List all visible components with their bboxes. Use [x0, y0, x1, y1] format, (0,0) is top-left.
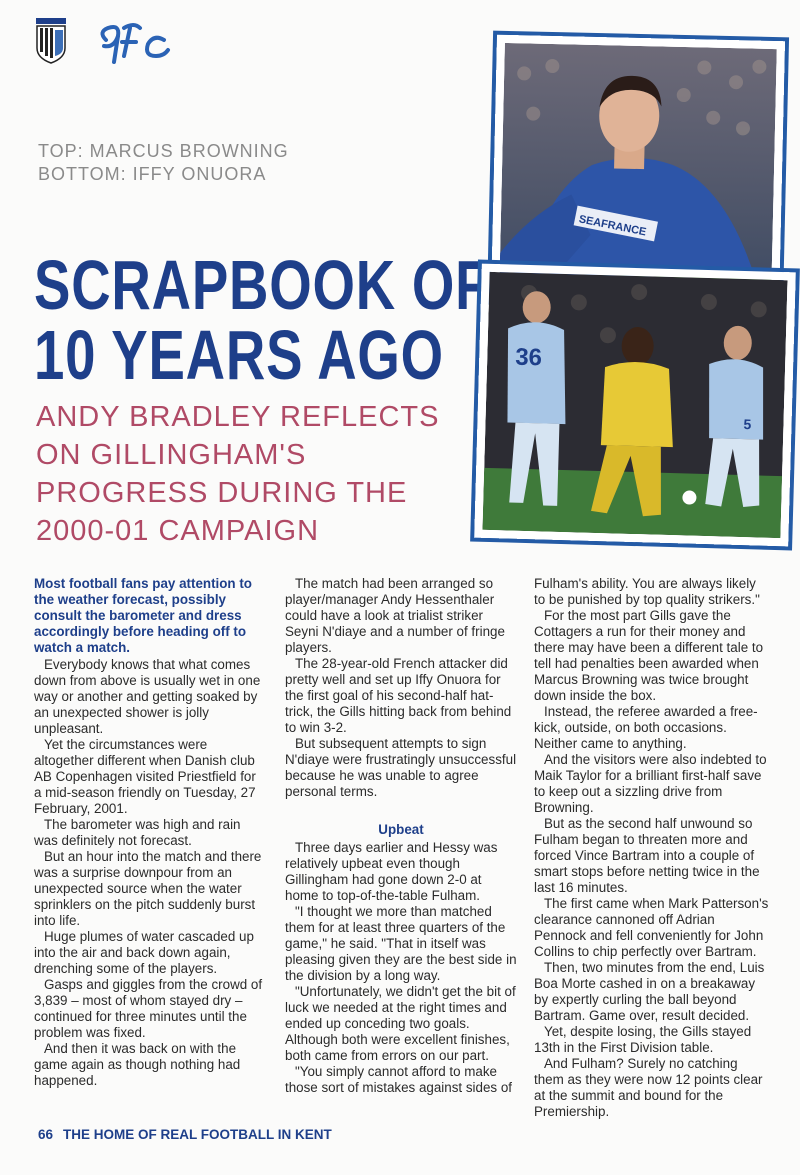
- headline-line-1: SCRAPBOOK OF: [34, 246, 490, 324]
- paragraph: Yet the circumstances were altogether different when Danish club AB Copenhagen visited Priestfield for a mid-season friendly on Tuesday, 27 February, 2001.: [34, 737, 256, 816]
- paragraph: The first came when Mark Patterson's clearance cannoned off Adrian Pennock and fell conveniently for John Collins to chip perfectly over Bartram.: [534, 896, 769, 959]
- paragraph: And the visitors were also indebted to Maik Taylor for a brilliant first-half save to keep out a sizzling drive from Browning.: [534, 752, 767, 815]
- shirt-number-36: 36: [514, 343, 543, 372]
- article-headline: [34, 246, 490, 394]
- article-column-1: [34, 576, 264, 1089]
- paragraph-continued: Fulham's ability. You are always likely to be punished by top quality strikers.": [534, 576, 760, 607]
- article-column-3: [534, 576, 770, 1120]
- paragraph: And Fulham? Surely no catching them as they were now 12 points clear at the summit and bound for the Premiership.: [534, 1056, 763, 1119]
- caption-bottom: BOTTOM: IFFY ONUORA: [38, 164, 267, 184]
- subheading-upbeat: Upbeat: [378, 822, 424, 837]
- paragraph: And then it was back on with the game again as though nothing had happened.: [34, 1041, 241, 1088]
- gfc-monogram-logo: [94, 22, 174, 66]
- paragraph: "You simply cannot afford to make those sort of mistakes against sides of: [285, 1064, 513, 1095]
- paragraph: Gasps and giggles from the crowd of 3,839 – most of whom stayed dry – continued for three minutes until the problem was fixed.: [34, 977, 263, 1040]
- paragraph: Then, two minutes from the end, Luis Boa Morte cashed in on a breakaway by expertly curling the ball beyond Bartram. Game over, result decided.: [534, 960, 765, 1023]
- paragraph: But subsequent attempts to sign N'diaye were frustratingly unsuccessful because he was unable to agree personal terms.: [285, 736, 517, 799]
- headline-line-2: 10 YEARS AGO: [34, 316, 444, 394]
- page-number: 66: [38, 1127, 54, 1142]
- sponsor-text: SEAFRANCE: [577, 213, 648, 239]
- paragraph: The 28-year-old French attacker did pretty well and set up Iffy Onuora for the first goal of his second-half hat-trick, the Gills hitting back from behind to win 3-2.: [285, 656, 512, 735]
- footer-tagline: THE HOME OF REAL FOOTBALL IN KENT: [63, 1127, 332, 1142]
- shirt-number-5: 5: [743, 416, 752, 433]
- article-standfirst: [36, 398, 440, 550]
- article-column-2: [285, 576, 517, 1096]
- paragraph: The barometer was high and rain was definitely not forecast.: [34, 817, 241, 848]
- page-footer: [38, 1127, 342, 1142]
- paragraph: But as the second half unwound so Fulham began to threaten more and forced Vince Bartram into a couple of smart stops before netting twice in the last 16 minutes.: [534, 816, 760, 895]
- article-lead: Most football fans pay attention to the weather forecast, possibly consult the barometer and dress accordingly before heading off to watch a match.: [34, 576, 252, 655]
- paragraph: But an hour into the match and there was a surprise downpour from an unexpected source when the water sprinklers on the pitch suddenly burst into life.: [34, 849, 262, 928]
- paragraph: For the most part Gills gave the Cottagers a run for their money and there may have been a different tale to tell had penalties been awarded when Marcus Browning was twice brought down inside the box.: [534, 608, 764, 703]
- paragraph: "Unfortunately, we didn't get the bit of luck we needed at the right times and ended up conceding two goals. Although both were excellent finishes, both came from errors on our part.: [285, 984, 516, 1063]
- photo-iffy-onuora: [474, 264, 796, 547]
- paragraph: Everybody knows that what comes down from above is usually wet in one way or another and getting soaked by an unexpected shower is jolly unpleasant.: [34, 657, 261, 736]
- paragraph: Yet, despite losing, the Gills stayed 13th in the First Division table.: [534, 1024, 752, 1055]
- paragraph: The match had been arranged so player/manager Andy Hessenthaler could have a look at trialist striker Seyni N'diaye and a number of fringe players.: [285, 576, 505, 655]
- standfirst-line-2: ON GILLINGHAM'S: [36, 439, 307, 471]
- standfirst-line-3: PROGRESS DURING THE: [36, 477, 408, 509]
- paragraph: Instead, the referee awarded a free-kick, outside, on both occasions. Neither came to anything.: [534, 704, 758, 751]
- club-crest-logo: [34, 18, 68, 64]
- paragraph: "I thought we more than matched them for at least three quarters of the game," he said. "That in itself was pleasing given they are the best side in the division by a long way.: [285, 904, 517, 983]
- standfirst-line-1: ANDY BRADLEY REFLECTS: [36, 401, 440, 433]
- standfirst-line-4: 2000-01 CAMPAIGN: [36, 515, 320, 547]
- paragraph: Huge plumes of water cascaded up into the air and back down again, drenching some of the players.: [34, 929, 254, 976]
- photo-caption: [38, 140, 289, 186]
- caption-top: TOP: MARCUS BROWNING: [38, 141, 289, 161]
- paragraph: Three days earlier and Hessy was relatively upbeat even though Gillingham had gone down 2-0 at home to top-of-the-table Fulham.: [285, 840, 498, 903]
